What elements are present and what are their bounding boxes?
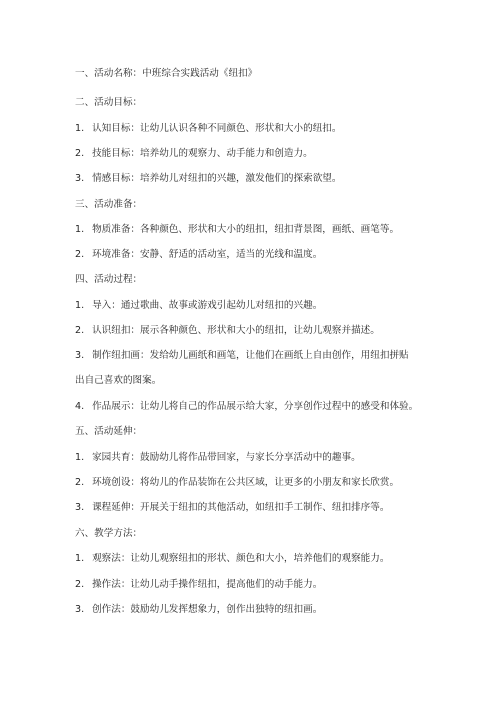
list-item xyxy=(75,451,435,465)
section-heading-extension: 五、活动延伸： xyxy=(75,426,143,437)
item-text: 环境创设：将幼儿的作品装饰在公共区域，让更多的小朋友和家长欣赏。 xyxy=(92,477,400,488)
item-number: 2. xyxy=(75,148,85,159)
list-item xyxy=(75,223,435,237)
item-number: 3. xyxy=(75,502,85,513)
list-item xyxy=(75,122,435,136)
item-text: 物质准备：各种颜色、形状和大小的纽扣，纽扣背景图，画纸、画笔等。 xyxy=(92,224,400,235)
section-heading-process: 四、活动过程： xyxy=(75,274,143,285)
list-item xyxy=(75,400,435,414)
item-number: 1. xyxy=(75,224,85,235)
list-item xyxy=(75,552,435,566)
list-item xyxy=(75,248,435,262)
item-text: 作品展示：让幼儿将自己的作品展示给大家，分享创作过程中的感受和体验。 xyxy=(92,401,419,412)
item-text: 技能目标：培养幼儿的观察力、动手能力和创造力。 xyxy=(92,148,313,159)
item-number: 1. xyxy=(75,123,85,134)
item-number: 4. xyxy=(75,401,85,412)
item-number: 2. xyxy=(75,249,85,260)
item-number: 2. xyxy=(75,325,85,336)
section-heading-name: 一、活动名称：中班综合实践活动《纽扣》 xyxy=(75,68,258,79)
item-text: 认知目标：让幼儿认识各种不同颜色、形状和大小的纽扣。 xyxy=(92,123,342,134)
list-item xyxy=(75,476,435,490)
list-item xyxy=(75,324,435,338)
item-number: 1. xyxy=(75,553,85,564)
list-item xyxy=(75,501,435,515)
section-heading-preparation: 三、活动准备： xyxy=(75,199,143,210)
list-item xyxy=(75,299,435,313)
list-item xyxy=(75,147,435,161)
item-number: 3. xyxy=(75,350,85,361)
item-number: 1. xyxy=(75,300,85,311)
list-item-continuation: 出自己喜欢的图案。 xyxy=(75,375,162,386)
list-item xyxy=(75,578,435,592)
item-text: 课程延伸：开展关于纽扣的其他活动，如纽扣手工制作、纽扣排序等。 xyxy=(92,502,390,513)
list-item xyxy=(75,172,435,186)
list-item xyxy=(75,603,435,617)
item-number: 3. xyxy=(75,173,85,184)
item-number: 2. xyxy=(75,477,85,488)
item-text: 制作纽扣画：发给幼儿画纸和画笔，让他们在画纸上自由创作，用纽扣拼贴 xyxy=(92,350,409,361)
item-text: 观察法：让幼儿观察纽扣的形状、颜色和大小，培养他们的观察能力。 xyxy=(92,553,390,564)
item-text: 家园共育：鼓励幼儿将作品带回家，与家长分享活动中的趣事。 xyxy=(92,452,361,463)
item-number: 2. xyxy=(75,579,85,590)
item-text: 操作法：让幼儿动手操作纽扣，提高他们的动手能力。 xyxy=(92,579,323,590)
item-text: 导入：通过歌曲、故事或游戏引起幼儿对纽扣的兴趣。 xyxy=(92,300,323,311)
item-text: 创作法：鼓励幼儿发挥想象力，创作出独特的纽扣画。 xyxy=(92,604,323,615)
item-number: 1. xyxy=(75,452,85,463)
list-item xyxy=(75,349,435,363)
item-number: 3. xyxy=(75,604,85,615)
item-text: 环境准备：安静、舒适的活动室，适当的光线和温度。 xyxy=(92,249,323,260)
item-text: 情感目标：培养幼儿对纽扣的兴趣，激发他们的探索欲望。 xyxy=(92,173,342,184)
section-heading-goals: 二、活动目标： xyxy=(75,97,143,108)
item-text: 认识纽扣：展示各种颜色、形状和大小的纽扣，让幼儿观察并描述。 xyxy=(92,325,380,336)
section-heading-methods: 六、教学方法： xyxy=(75,528,143,539)
